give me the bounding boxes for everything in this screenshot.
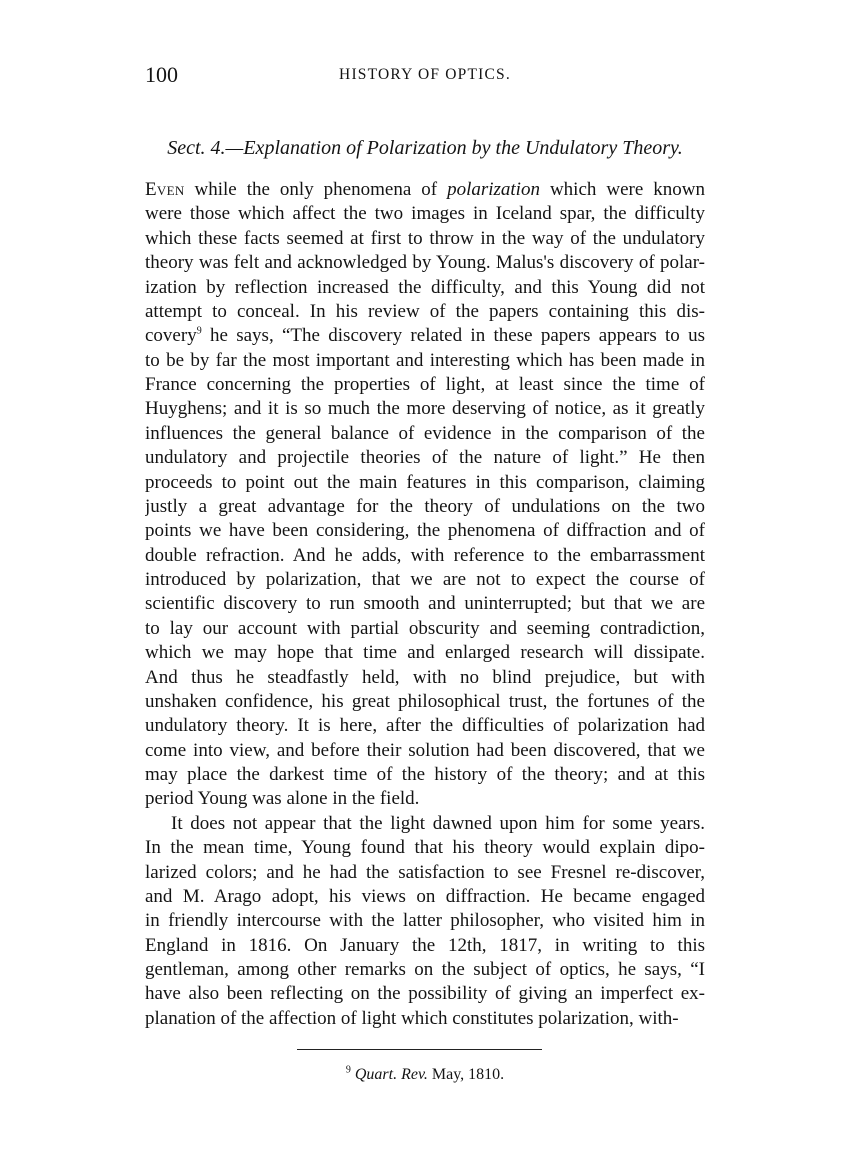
line-text: come into view, and before their solution had been discovered, that we xyxy=(145,739,705,761)
footnote-mark: 9 xyxy=(345,1064,351,1076)
line-text: influences the general balance of evidence in the comparison of the xyxy=(145,422,705,444)
text-line xyxy=(145,982,705,1006)
line-text: points we have been considering, the phenomena of diffraction and of xyxy=(145,520,705,542)
text-line xyxy=(145,251,705,275)
line-text: which we may hope that time and enlarged research will dissipate. xyxy=(145,642,705,664)
text-line xyxy=(145,544,705,568)
line-text: may place the darkest time of the history of the theory; and at this xyxy=(145,764,705,785)
text-line xyxy=(145,276,705,300)
paragraph xyxy=(145,812,705,1031)
line-text: And thus he steadfastly held, with no blind prejudice, but with xyxy=(145,666,705,688)
text-line xyxy=(145,300,705,324)
section-title: Explanation of Polarization by the Undulatory Theory. xyxy=(243,137,683,159)
line-text: while the only phenomena of xyxy=(184,179,448,200)
text-line xyxy=(145,471,705,495)
line-text: attempt to conceal. In his review of the papers containing this dis- xyxy=(145,300,705,322)
line-text: to be by far the most important and interesting which has been made in xyxy=(145,349,705,371)
section-label: Sect. 4. xyxy=(167,137,226,159)
text-line xyxy=(145,812,705,836)
line-text: introduced by polarization, that we are not to expect the course of xyxy=(145,569,705,590)
line-text: Huyghens; and it is so much the more deserving of notice, as it greatly xyxy=(145,398,705,420)
footnote-reference: 9 xyxy=(196,325,202,337)
text-line xyxy=(145,787,705,811)
paragraph xyxy=(145,178,705,812)
text-line xyxy=(145,666,705,690)
line-text: which these facts seemed at first to throw in the way of the undulatory xyxy=(145,227,705,249)
text-line xyxy=(145,617,705,641)
line-text: which were known xyxy=(539,179,705,200)
line-text: England in 1816. On January the 12th, 1817, in writing to this xyxy=(145,934,705,956)
line-text: undulatory theory. It is here, after the difficulties of polarization had xyxy=(145,715,705,737)
line-text: in friendly intercourse with the latter philosopher, who visited him in xyxy=(145,910,705,932)
text-line xyxy=(145,397,705,421)
text-line xyxy=(145,373,705,397)
line-text: justly a great advantage for the theory of undulations on the two xyxy=(145,495,705,517)
opening-word: Even xyxy=(145,179,185,200)
text-line xyxy=(145,641,705,665)
text-line xyxy=(145,592,705,616)
text-line xyxy=(145,568,705,592)
section-separator: — xyxy=(225,137,244,159)
text-line xyxy=(145,934,705,958)
emphasis: polarization xyxy=(447,179,540,200)
text-line xyxy=(145,202,705,226)
text-line xyxy=(145,909,705,933)
footnote xyxy=(145,1064,705,1086)
text-line xyxy=(145,739,705,763)
footnote-rule xyxy=(297,1049,542,1050)
line-text: covery xyxy=(145,325,197,347)
line-text: ization by reflection increased the difficulty, and this Young did not xyxy=(145,276,705,298)
text-line xyxy=(145,690,705,714)
line-text: he says, “The discovery related in these papers appears to us xyxy=(201,325,705,347)
running-head xyxy=(145,60,705,90)
line-text: have also been reflecting on the possibility of giving an imperfect ex- xyxy=(145,983,705,1005)
text-line xyxy=(145,422,705,446)
line-text: double refraction. And he adds, with reference to the embarrassment xyxy=(145,544,705,566)
line-text: unshaken confidence, his great philosophical trust, the fortunes of the xyxy=(145,690,705,712)
page-number: 100 xyxy=(145,62,178,87)
line-text: and M. Arago adopt, his views on diffraction. He became engaged xyxy=(145,885,705,907)
line-text: proceeds to point out the main features in this comparison, claiming xyxy=(145,471,705,493)
line-text: planation of the affection of light which constitutes polarization, with- xyxy=(145,1007,679,1029)
section-heading xyxy=(145,134,705,162)
line-text: scientific discovery to run smooth and uninterrupted; but that we are xyxy=(145,593,705,615)
footnote-source: Quart. Rev. xyxy=(354,1066,428,1083)
text-line xyxy=(145,446,705,470)
text-line xyxy=(145,836,705,860)
text-line xyxy=(145,763,705,787)
text-line xyxy=(145,1007,705,1031)
text-line xyxy=(145,178,705,202)
footnote-date: May, 1810. xyxy=(427,1066,505,1083)
text-line xyxy=(145,227,705,251)
line-text: It does not appear that the light dawned upon him for some years. xyxy=(171,812,705,834)
text-line xyxy=(145,885,705,909)
line-text: gentleman, among other remarks on the subject of optics, he says, “I xyxy=(145,959,705,980)
running-title: HISTORY OF OPTICS. xyxy=(339,66,511,83)
text-line xyxy=(145,349,705,373)
line-text: were those which affect the two images in Iceland spar, the difficulty xyxy=(145,203,705,225)
text-line xyxy=(145,519,705,543)
text-line xyxy=(145,324,705,348)
line-text: period Young was alone in the field. xyxy=(145,788,420,810)
text-line xyxy=(145,861,705,885)
line-text: theory was felt and acknowledged by Young. Malus's discovery of polar- xyxy=(145,252,705,274)
text-line xyxy=(145,714,705,738)
line-text: to lay our account with partial obscurity and seeming contradiction, xyxy=(145,617,705,639)
line-text: In the mean time, Young found that his theory would explain dipo- xyxy=(145,837,705,859)
line-text: France concerning the properties of light, at least since the time of xyxy=(145,374,705,395)
text-line xyxy=(145,958,705,982)
line-text: undulatory and projectile theories of the nature of light.” He then xyxy=(145,447,705,469)
line-text: larized colors; and he had the satisfaction to see Fresnel re-discover, xyxy=(145,861,705,883)
text-line xyxy=(145,495,705,519)
body-text xyxy=(145,178,705,1031)
